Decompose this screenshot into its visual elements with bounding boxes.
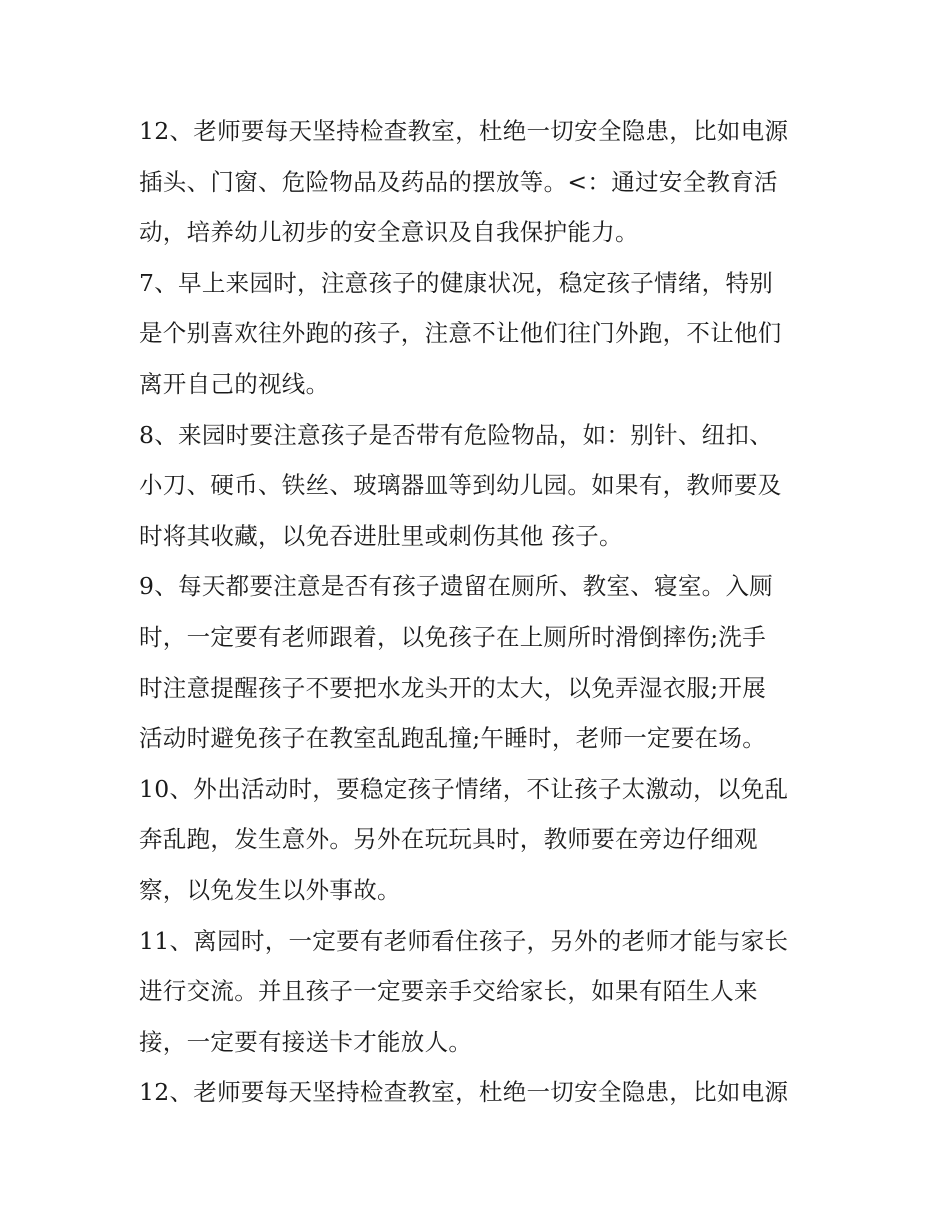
text-line: 离开自己的视线。 — [139, 369, 330, 398]
text-line: 12、老师要每天坚持检查教室，杜绝一切安全隐患，比如电源 — [139, 1078, 789, 1107]
text-line: 活动时避免孩子在教室乱跑乱撞;午睡时，老师一定要在场。 — [139, 724, 767, 753]
text-line: 插头、门窗、危险物品及药品的摆放等。<：通过安全教育活 — [139, 167, 778, 196]
paragraph-item-10 — [139, 764, 829, 916]
text-line: 11、离园时，一定要有老师看住孩子，另外的老师才能与家长 — [139, 926, 789, 955]
paragraph-item-12-bottom — [139, 1067, 829, 1118]
text-line: 进行交流。并且孩子一定要亲手交给家长，如果有陌生人来 — [139, 977, 758, 1006]
text-line: 动，培养幼儿初步的安全意识及自我保护能力。 — [139, 218, 639, 247]
text-line: 9、每天都要注意是否有孩子遗留在厕所、教室、寝室。入厕 — [139, 572, 774, 601]
text-line: 时注意提醒孩子不要把水龙头开的太大，以免弄湿衣服;开展 — [139, 673, 767, 702]
text-line: 时，一定要有老师跟着，以免孩子在上厕所时滑倒摔伤;洗手 — [139, 622, 767, 651]
paragraph-item-9 — [139, 561, 829, 763]
text-line: 7、早上来园时，注意孩子的健康状况，稳定孩子情绪，特别 — [139, 268, 774, 297]
text-line: 小刀、硬币、铁丝、玻璃器皿等到幼儿园。如果有，教师要及 — [139, 471, 782, 500]
text-line: 奔乱跑，发生意外。另外在玩玩具时，教师要在旁边仔细观 — [139, 825, 758, 854]
text-line: 时将其收藏，以免吞进肚里或刺伤其他 孩子。 — [139, 521, 623, 550]
paragraph-item-11 — [139, 916, 829, 1068]
paragraph-item-8 — [139, 410, 829, 562]
text-line: 察，以免发生以外事故。 — [139, 875, 401, 904]
text-line: 是个别喜欢往外跑的孩子，注意不让他们往门外跑，不让他们 — [139, 319, 782, 348]
paragraph-item-7 — [139, 258, 829, 410]
paragraph-item-12-top — [139, 106, 829, 258]
document-body — [139, 106, 829, 1118]
text-line: 8、来园时要注意孩子是否带有危险物品，如：别针、纽扣、 — [139, 420, 774, 449]
text-line: 12、老师要每天坚持检查教室，杜绝一切安全隐患，比如电源 — [139, 117, 789, 145]
text-line: 10、外出活动时，要稳定孩子情绪，不让孩子太激动，以免乱 — [139, 774, 789, 803]
text-line: 接，一定要有接送卡才能放人。 — [139, 1027, 473, 1056]
